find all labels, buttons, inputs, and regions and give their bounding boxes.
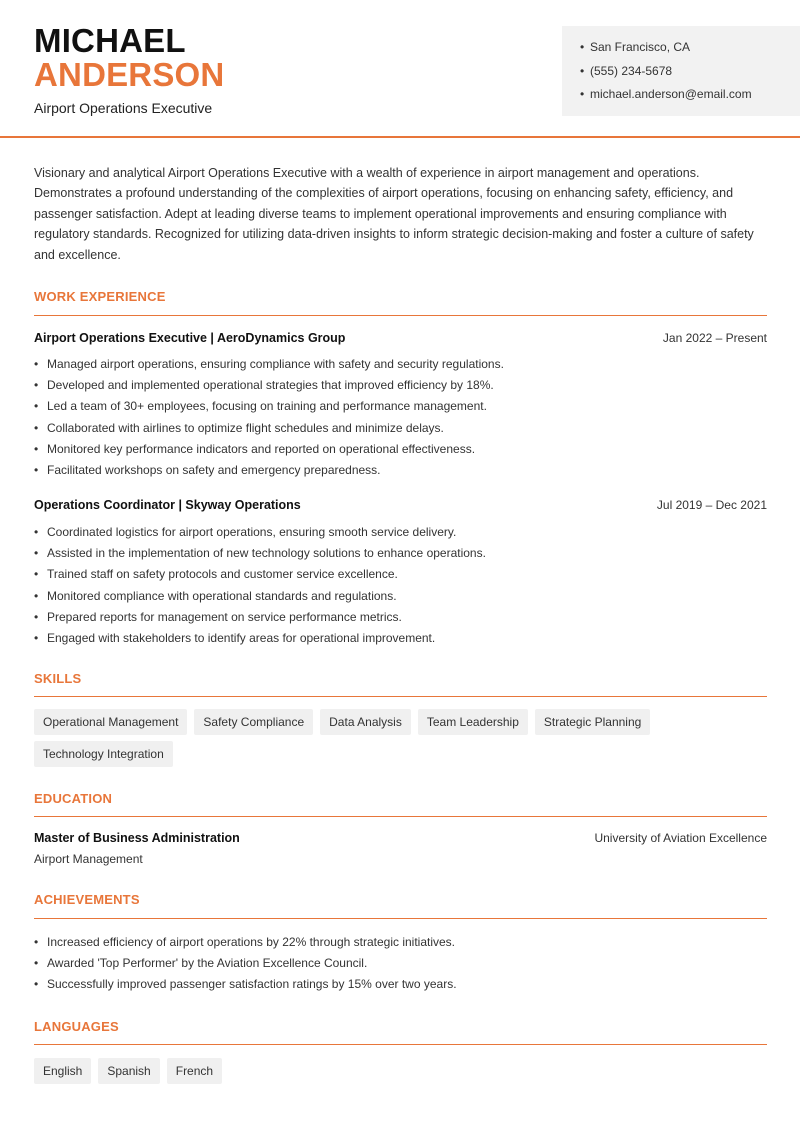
- skills-list: [34, 709, 767, 767]
- list-item: • Monitored key performance indicators and reported on operational effectiveness.: [34, 442, 767, 463]
- professional-summary: Visionary and analytical Airport Operations Executive with a wealth of experience in airport management and operations. Demonstrates a profound understanding of the complexities of airport operations, focusing on enhancing safety, efficiency, and passenger satisfaction. Adept at leading diverse teams to implement operational improvements and ensuring compliance with regulatory standards. Recognized for utilizing data-driven insights to inform strategic decision-making and foster a culture of safety and excellence.: [34, 166, 754, 262]
- skill-chip: Team Leadership: [418, 709, 528, 735]
- list-item: • Successfully improved passenger satisfaction ratings by 15% over two years.: [34, 977, 767, 998]
- list-item: • Coordinated logistics for airport operations, ensuring smooth service delivery.: [34, 525, 767, 546]
- section-title-work: WORK EXPERIENCE: [34, 289, 166, 304]
- section-divider: [34, 1044, 767, 1045]
- list-item: • Facilitated workshops on safety and emergency preparedness.: [34, 463, 767, 484]
- bullet-icon: •: [580, 40, 585, 54]
- language-chip: Spanish: [98, 1058, 159, 1084]
- section-divider: [34, 816, 767, 817]
- skill-chip: Technology Integration: [34, 741, 173, 767]
- contact-email: [580, 87, 800, 111]
- job-bullets: [34, 525, 767, 652]
- skill-chip: Operational Management: [34, 709, 187, 735]
- education-header: [34, 831, 767, 847]
- list-item: • Assisted in the implementation of new technology solutions to enhance operations.: [34, 546, 767, 567]
- list-item: • Collaborated with airlines to optimize flight schedules and minimize delays.: [34, 421, 767, 442]
- education-school: University of Aviation Excellence: [594, 831, 767, 845]
- section-title-achievements: ACHIEVEMENTS: [34, 892, 140, 907]
- contact-phone: [580, 64, 800, 88]
- section-title-skills: SKILLS: [34, 671, 82, 686]
- list-item: • Increased efficiency of airport operations by 22% through strategic initiatives.: [34, 935, 767, 956]
- job-position: Airport Operations Executive | AeroDynamics Group: [34, 331, 346, 345]
- job-title: Airport Operations Executive: [34, 100, 213, 116]
- section-title-languages: LANGUAGES: [34, 1019, 119, 1034]
- bullet-icon: •: [580, 63, 585, 78]
- list-item: • Managed airport operations, ensuring compliance with safety and security regulations.: [34, 357, 767, 378]
- first-name: MICHAEL: [34, 22, 186, 59]
- education-degree: Master of Business Administration: [34, 831, 240, 845]
- skill-chip: Strategic Planning: [535, 709, 650, 735]
- list-item: • Monitored compliance with operational standards and regulations.: [34, 589, 767, 610]
- contact-phone-text: (555) 234-5678: [590, 63, 673, 78]
- language-chip: English: [34, 1058, 91, 1084]
- contact-email-text: michael.anderson@email.com: [590, 87, 752, 101]
- section-divider: [34, 696, 767, 697]
- education-field: Airport Management: [34, 852, 143, 866]
- list-item: • Trained staff on safety protocols and customer service excellence.: [34, 567, 767, 588]
- resume-header: [0, 0, 800, 138]
- job-dates: Jan 2022 – Present: [662, 331, 767, 345]
- bullet-icon: •: [580, 87, 585, 101]
- job-position: Operations Coordinator | Skyway Operations: [34, 498, 301, 512]
- skill-chip: Safety Compliance: [194, 709, 313, 735]
- contact-box: [562, 26, 800, 116]
- job-bullets: [34, 357, 767, 484]
- list-item: • Led a team of 30+ employees, focusing on training and performance management.: [34, 399, 767, 420]
- list-item: • Developed and implemented operational strategies that improved efficiency by 18%.: [34, 378, 767, 399]
- section-divider: [34, 918, 767, 919]
- section-title-education: EDUCATION: [34, 791, 113, 806]
- skill-chip: Data Analysis: [320, 709, 411, 735]
- list-item: • Engaged with stakeholders to identify areas for operational improvement.: [34, 631, 767, 652]
- section-divider: [34, 315, 767, 316]
- languages-list: [34, 1058, 767, 1084]
- language-chip: French: [167, 1058, 222, 1084]
- job-dates: Jul 2019 – Dec 2021: [656, 498, 767, 512]
- list-item: • Awarded 'Top Performer' by the Aviation Excellence Council.: [34, 956, 767, 977]
- list-item: • Prepared reports for management on service performance metrics.: [34, 610, 767, 631]
- achievements-list: [34, 935, 767, 999]
- contact-location: [580, 40, 800, 64]
- last-name: ANDERSON: [34, 56, 225, 93]
- contact-location-text: San Francisco, CA: [590, 40, 691, 54]
